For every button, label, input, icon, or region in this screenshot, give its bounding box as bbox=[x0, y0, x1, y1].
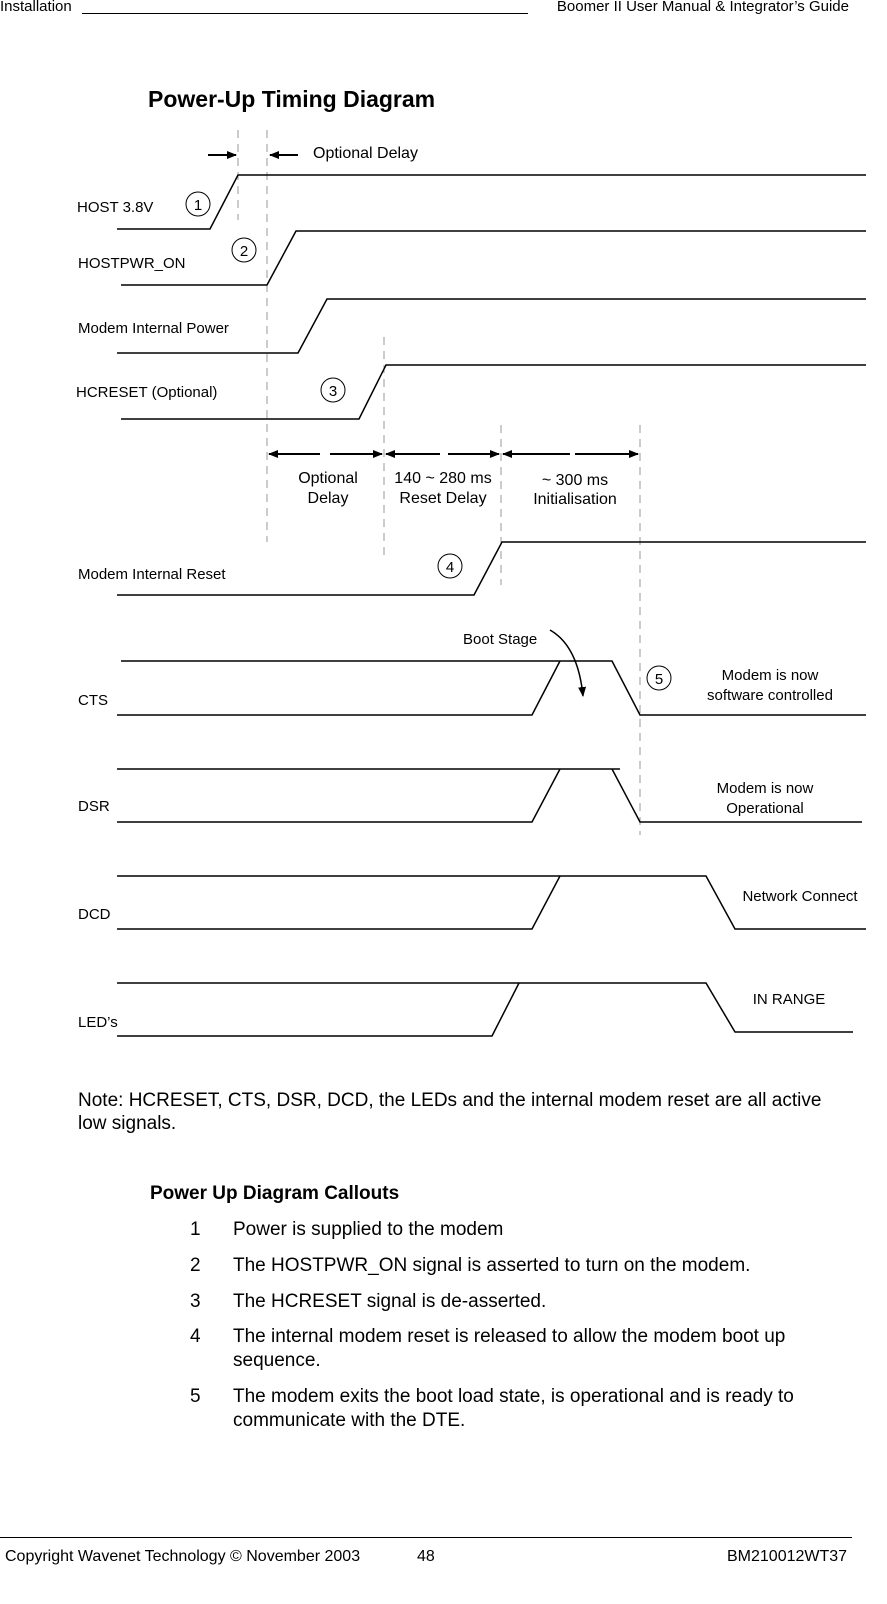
waveform-modem-power bbox=[117, 299, 866, 353]
waveform-dcd-low bbox=[117, 876, 560, 929]
footer-document-id: BM210012WT37 bbox=[727, 1548, 848, 1565]
leds-annotation: IN RANGE bbox=[752, 991, 826, 1008]
interval-reset-line1: 140 ~ 280 ms bbox=[394, 470, 492, 487]
dsr-annotation-line1: Modem is now bbox=[716, 780, 814, 797]
boot-stage-arrow bbox=[550, 630, 583, 696]
boot-stage-label: Boot Stage bbox=[463, 631, 538, 648]
callout-marker-4 bbox=[438, 554, 462, 578]
signal-label-modem-reset: Modem Internal Reset bbox=[78, 566, 226, 583]
callout-item-text: The modem exits the boot load state, is operational and is ready to communicate with the DTE. bbox=[233, 1386, 794, 1431]
waveform-hostpwr bbox=[121, 231, 866, 285]
callout-item-number: 2 bbox=[190, 1255, 201, 1276]
callout-item-text: Power is supplied to the modem bbox=[233, 1219, 504, 1240]
callout-item-text: The HOSTPWR_ON signal is asserted to turn on the modem. bbox=[233, 1255, 751, 1276]
optional-delay-label: Optional Delay bbox=[313, 145, 418, 162]
callout-item-number: 4 bbox=[190, 1326, 201, 1347]
waveform-host bbox=[117, 175, 866, 229]
diagram-title: Power-Up Timing Diagram bbox=[148, 86, 436, 112]
callout-markers bbox=[186, 192, 671, 690]
interval-init-line2: Initialisation bbox=[533, 491, 617, 508]
svg-text:2: 2 bbox=[239, 243, 249, 260]
waveform-cts-low bbox=[117, 661, 560, 715]
interval-labels bbox=[298, 470, 617, 508]
svg-text:4: 4 bbox=[445, 559, 455, 576]
signal-label-dsr: DSR bbox=[78, 798, 110, 815]
signal-label-modem-power: Modem Internal Power bbox=[78, 320, 229, 337]
cts-annotation-line1: Modem is now bbox=[721, 667, 819, 684]
cts-annotation-line2: software controlled bbox=[707, 687, 833, 704]
state-annotations bbox=[707, 667, 858, 1008]
signal-labels bbox=[76, 199, 229, 1031]
footer-copyright: Copyright Wavenet Technology © November 2003 bbox=[5, 1548, 361, 1565]
callout-item-number: 5 bbox=[190, 1386, 201, 1407]
dsr-annotation-line2: Operational bbox=[726, 800, 804, 817]
svg-text:5: 5 bbox=[654, 671, 664, 688]
signal-label-cts: CTS bbox=[78, 692, 108, 709]
callout-marker-3 bbox=[321, 378, 345, 402]
waveforms bbox=[117, 175, 866, 1036]
waveform-modem-reset bbox=[117, 542, 866, 595]
signal-label-leds: LED’s bbox=[78, 1014, 118, 1031]
waveform-leds-low bbox=[117, 983, 519, 1036]
svg-text:1: 1 bbox=[193, 197, 203, 214]
callout-item-text: The internal modem reset is released to allow the modem boot up sequence. bbox=[233, 1326, 786, 1371]
waveform-hcreset bbox=[121, 365, 866, 419]
waveform-leds-high bbox=[117, 983, 853, 1032]
svg-text:3: 3 bbox=[328, 383, 338, 400]
callouts-heading: Power Up Diagram Callouts bbox=[150, 1183, 400, 1204]
signal-label-hostpwr: HOSTPWR_ON bbox=[78, 255, 186, 272]
interval-optional-line1: Optional bbox=[298, 470, 358, 487]
callout-marker-2 bbox=[232, 238, 256, 262]
footer-page-number: 48 bbox=[417, 1548, 435, 1565]
signal-label-host: HOST 3.8V bbox=[77, 199, 154, 216]
callout-marker-1 bbox=[186, 192, 210, 216]
signal-label-dcd: DCD bbox=[78, 906, 111, 923]
interval-init-line1: ~ 300 ms bbox=[541, 472, 609, 489]
callout-item-number: 1 bbox=[190, 1219, 201, 1240]
header-section-title: Installation bbox=[0, 0, 72, 15]
dcd-annotation: Network Connect bbox=[742, 888, 858, 905]
footer-rule bbox=[0, 1537, 852, 1538]
interval-optional-line2: Delay bbox=[307, 490, 349, 507]
interval-reset-line2: Reset Delay bbox=[399, 490, 487, 507]
signal-label-hcreset: HCRESET (Optional) bbox=[76, 384, 218, 401]
callout-item-text: The HCRESET signal is de-asserted. bbox=[233, 1291, 547, 1312]
callout-marker-5 bbox=[647, 666, 671, 690]
header-document-title: Boomer II User Manual & Integrator’s Guide bbox=[556, 0, 849, 15]
waveform-dsr-low bbox=[117, 769, 560, 822]
active-low-note: Note: HCRESET, CTS, DSR, DCD, the LEDs and the internal modem reset are all active low signals. bbox=[78, 1090, 822, 1134]
callout-item-number: 3 bbox=[190, 1291, 201, 1312]
